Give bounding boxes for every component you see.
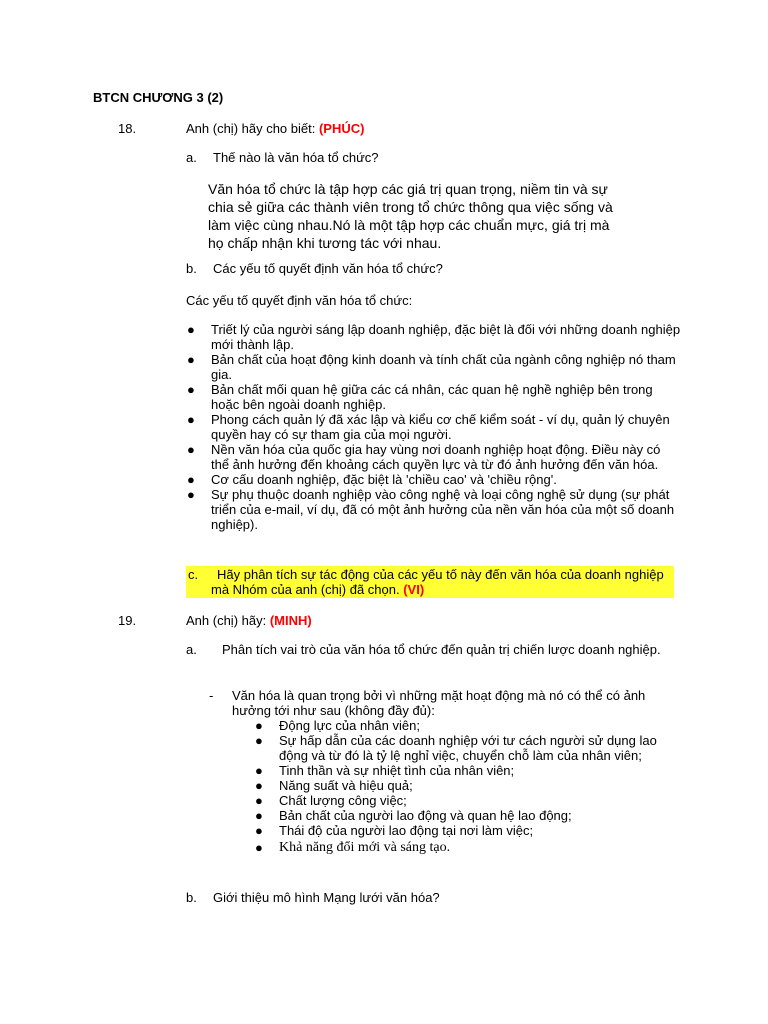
- bullet-icon: ●: [187, 487, 195, 502]
- list-item: ● Khả năng đổi mới và sáng tạo.: [255, 840, 451, 855]
- q18-b-label: b.: [186, 261, 197, 276]
- q19-dash: -: [209, 688, 214, 703]
- list-item: ● Năng suất và hiệu quả;: [255, 778, 413, 793]
- q19-a-point: Văn hóa là quan trọng bởi vì những mặt hoạt động mà nó có thể có ảnh hưởng tới như sau (không đầy đủ):: [232, 688, 646, 718]
- q19-b-question: Giới thiệu mô hình Mạng lưới văn hóa?: [213, 890, 440, 905]
- list-item: ● Bản chất mối quan hệ giữa các cá nhân, các quan hệ nghề nghiệp bên trong hoặc bên ngoài doanh nghiệp.: [187, 382, 653, 412]
- question-19-intro: [186, 613, 312, 628]
- q19-a-question: Phân tích vai trò của văn hóa tổ chức đến quản trị chiến lược doanh nghiệp.: [222, 642, 661, 657]
- list-item: ● Triết lý của người sáng lập doanh nghiệp, đặc biệt là đối với những doanh nghiệp mới thành lập.: [187, 322, 681, 352]
- list-item: ● Cơ cấu doanh nghiệp, đặc biệt là 'chiều cao' và 'chiều rộng'.: [187, 472, 557, 487]
- question-19-person: (MINH): [269, 613, 312, 628]
- q18-c-question: [211, 567, 677, 597]
- list-item: ● Sự hấp dẫn của các doanh nghiệp với tư cách người sử dụng lao động và từ đó là tỷ lệ nghỉ việc, chuyển chỗ làm của nhân viên;: [255, 733, 657, 763]
- list-item: ● Nền văn hóa của quốc gia hay vùng nơi doanh nghiệp hoạt động. Điều này có thể ảnh hưởng đến khoảng cách quyền lực và từ đó ảnh hưởng đến văn hóa.: [187, 442, 661, 472]
- bullet-icon: ●: [187, 322, 195, 337]
- bullet-icon: ●: [187, 472, 195, 487]
- list-item: ● Bản chất của người lao động và quan hệ lao động;: [255, 808, 572, 823]
- list-item: ● Động lực của nhân viên;: [255, 718, 420, 733]
- question-19-number: 19.: [118, 613, 137, 628]
- q18-c-question-text: Hãy phân tích sự tác động của các yếu tố này đến văn hóa của doanh nghiệp mà Nhóm của anh (chị) đã chọn.: [211, 567, 664, 597]
- list-item: ● Tinh thần và sự nhiệt tình của nhân viên;: [255, 763, 515, 778]
- q18-a-answer: Văn hóa tổ chức là tập hợp các giá trị quan trọng, niềm tin và sự chia sẻ giữa các thành viên trong tổ chức thông qua việc sống và làm việc cùng nhau.Nó là một tập hợp các chuẩn mực, giá trị mà họ chấp nhận khi tương tác với nhau.: [208, 181, 613, 251]
- question-18-intro-text: Anh (chị) hãy cho biết:: [186, 121, 319, 136]
- bullet-icon: ●: [187, 442, 195, 457]
- bullet-icon: ●: [187, 352, 195, 367]
- bullet-icon: ●: [255, 733, 263, 748]
- bullet-icon: ●: [255, 793, 263, 808]
- list-item: ● Phong cách quản lý đã xác lập và kiểu cơ chế kiểm soát - ví dụ, quản lý chuyên quyền hay có sự tham gia của mọi người.: [187, 412, 670, 442]
- question-19-intro-text: Anh (chị) hãy:: [186, 613, 270, 628]
- bullet-icon: ●: [255, 823, 263, 838]
- q19-effects-list: [255, 718, 681, 855]
- q18-factors-list: [187, 322, 681, 532]
- list-item: ● Bản chất của hoạt động kinh doanh và tính chất của ngành công nghiệp nó tham gia.: [187, 352, 676, 382]
- bullet-icon: ●: [255, 778, 263, 793]
- question-18-number: 18.: [118, 121, 137, 136]
- q19-b-label: b.: [186, 890, 197, 905]
- q19-a-label: a.: [186, 642, 197, 657]
- q18-c-label: c.: [188, 567, 199, 582]
- q18-b-question: Các yếu tố quyết định văn hóa tổ chức?: [213, 261, 443, 276]
- question-18-person: (PHÚC): [318, 121, 365, 136]
- question-18-intro: [186, 121, 364, 136]
- list-item: ● Sự phụ thuộc doanh nghiệp vào công nghệ và loại công nghệ sử dụng (sự phát triển của e-mail, ví dụ, đã có một ảnh hưởng của nền văn hóa của một số doanh nghiệp).: [187, 487, 675, 532]
- list-item: ● Thái độ của người lao động tại nơi làm việc;: [255, 823, 534, 838]
- bullet-icon: ●: [255, 840, 263, 855]
- bullet-icon: ●: [187, 382, 195, 397]
- bullet-icon: ●: [255, 718, 263, 733]
- page-title: BTCN CHƯƠNG 3 (2): [93, 90, 224, 105]
- q18-c-person: (VI): [403, 582, 425, 597]
- bullet-icon: ●: [187, 412, 195, 427]
- bullet-icon: ●: [255, 763, 263, 778]
- bullet-icon: ●: [255, 808, 263, 823]
- list-item: ● Chất lượng công việc;: [255, 793, 407, 808]
- q18-b-intro: Các yếu tố quyết định văn hóa tổ chức:: [186, 293, 413, 308]
- q18-a-label: a.: [186, 150, 197, 165]
- q18-a-question: Thế nào là văn hóa tổ chức?: [213, 150, 379, 165]
